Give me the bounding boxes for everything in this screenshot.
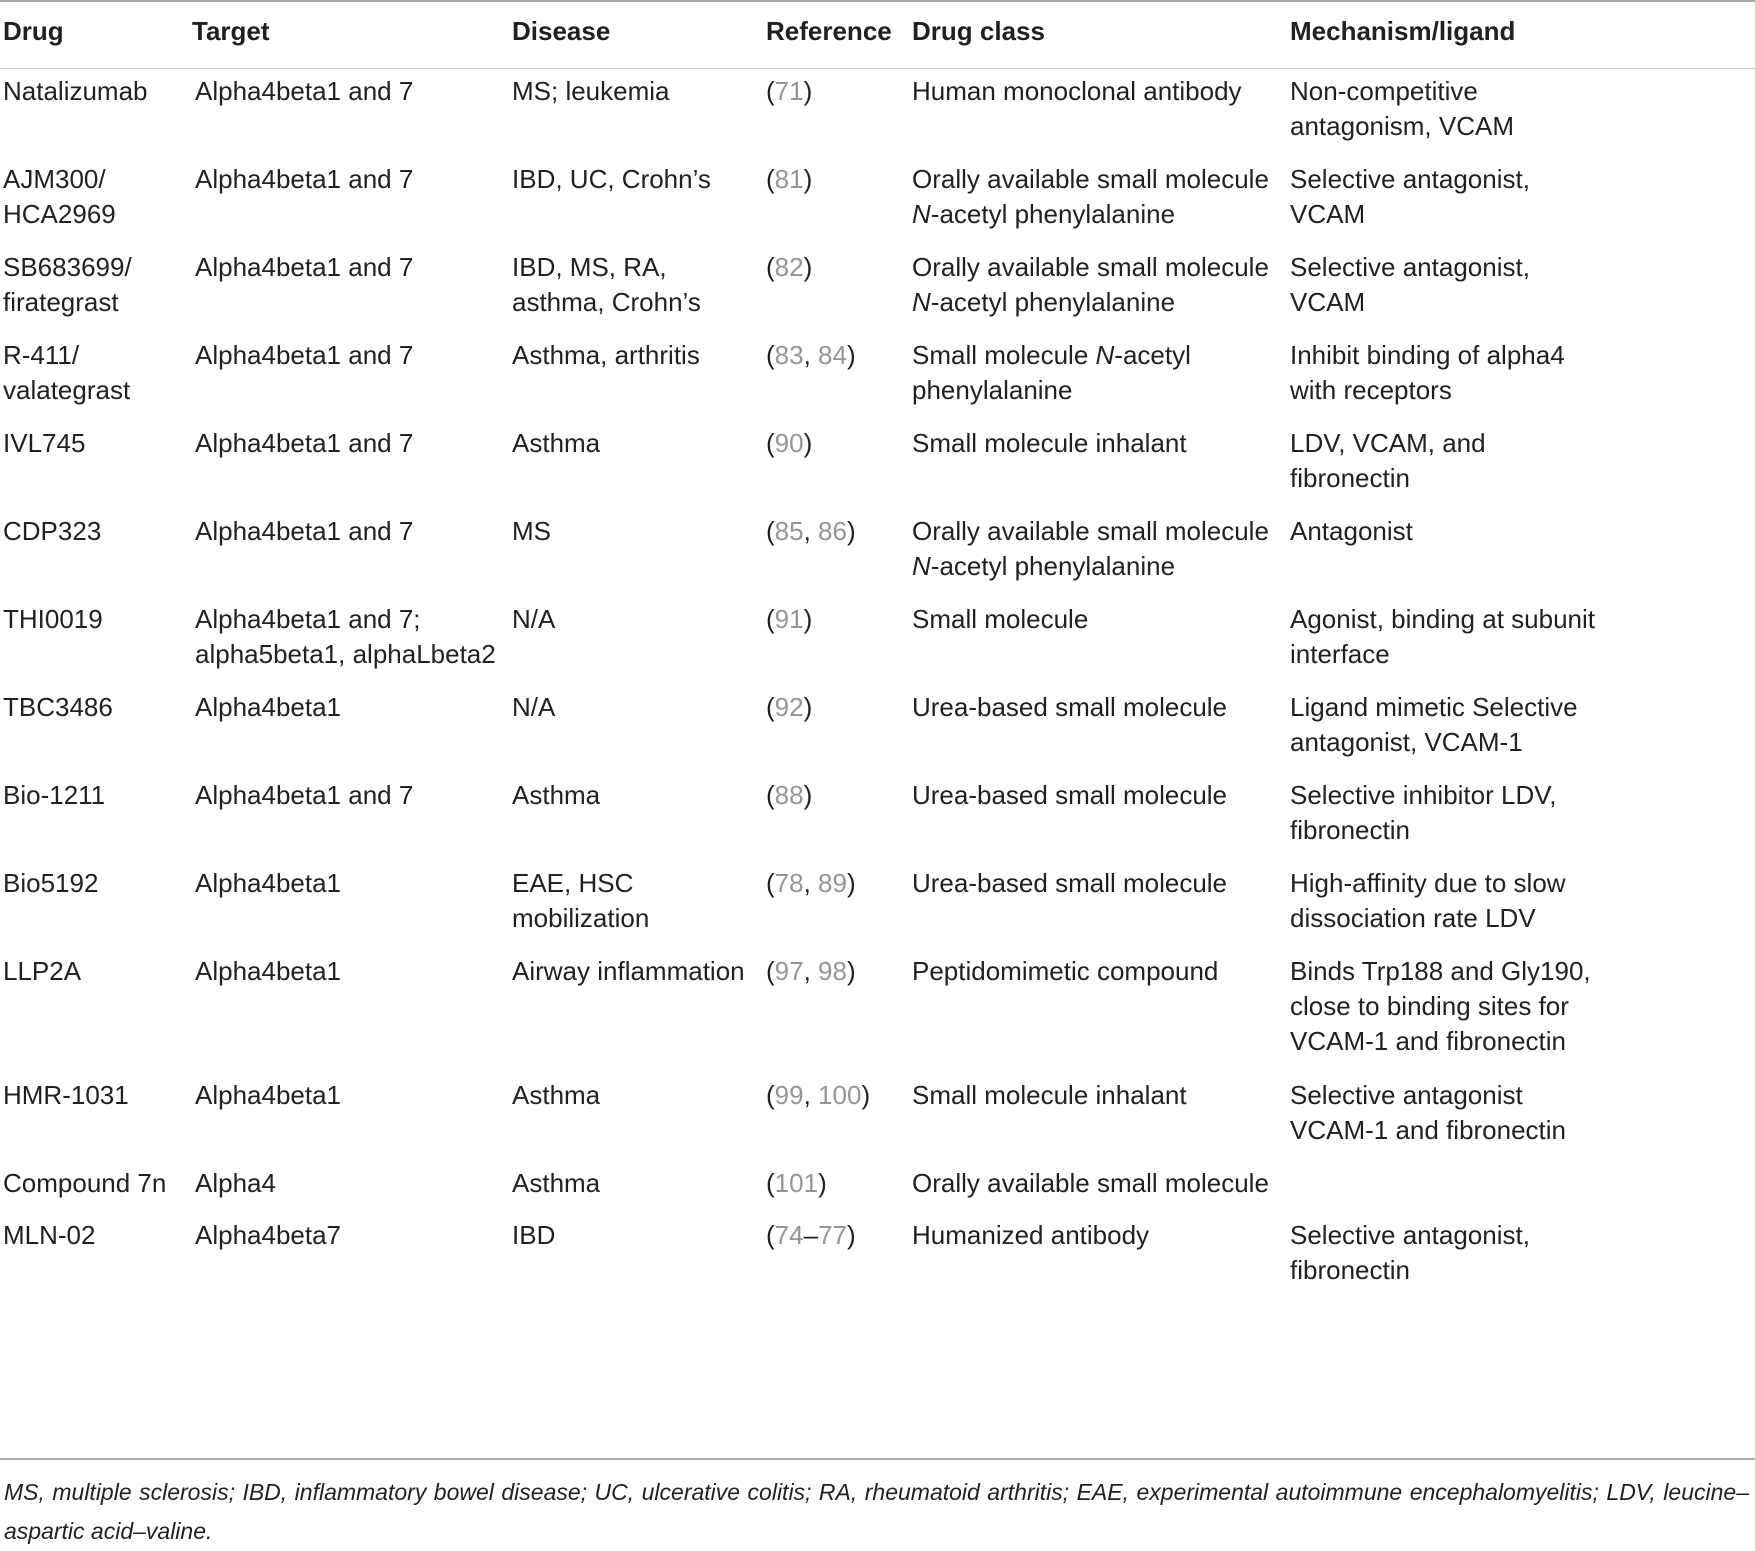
- disease-cell: MS; leukemia: [512, 76, 670, 106]
- drug-class-cell: N-acetyl phenylalanine: [912, 551, 1176, 581]
- reference-link[interactable]: 89: [818, 868, 847, 898]
- reference-link[interactable]: 100: [818, 1080, 862, 1110]
- disease-cell: asthma, Crohn’s: [512, 287, 701, 317]
- mechanism-cell: Selective inhibitor LDV,: [1290, 780, 1557, 810]
- drug-class-cell: Small molecule inhalant: [912, 428, 1187, 458]
- mechanism-cell: dissociation rate LDV: [1290, 903, 1536, 933]
- mechanism-cell: fibronectin: [1290, 1255, 1410, 1285]
- disease-cell: Asthma: [512, 1168, 601, 1198]
- drug-class-cell: Small molecule N-acetyl: [912, 340, 1191, 370]
- header-target: Target: [192, 16, 270, 46]
- reference-cell: (81): [766, 164, 813, 194]
- drug-cell: HCA2969: [3, 199, 116, 229]
- reference-link[interactable]: 99: [774, 1080, 804, 1110]
- target-cell: Alpha4beta1: [195, 956, 342, 986]
- disease-cell: IBD, UC, Crohn’s: [512, 164, 711, 194]
- disease-cell: Asthma: [512, 1080, 601, 1110]
- reference-cell: (97, 98): [766, 956, 856, 986]
- mechanism-cell: Binds Trp188 and Gly190,: [1290, 956, 1591, 986]
- mechanism-cell: with receptors: [1290, 375, 1452, 405]
- target-cell: Alpha4beta1 and 7: [195, 76, 414, 106]
- drug-cell: MLN-02: [3, 1220, 96, 1250]
- drug-class-cell: Urea-based small molecule: [912, 780, 1228, 810]
- mechanism-cell: antagonism, VCAM: [1290, 111, 1514, 141]
- mechanism-cell: interface: [1290, 639, 1390, 669]
- disease-cell: Asthma, arthritis: [512, 340, 700, 370]
- drug-class-cell: Peptidomimetic compound: [912, 956, 1219, 986]
- reference-cell: (99, 100): [766, 1080, 871, 1110]
- drug-cell: THI0019: [3, 604, 103, 634]
- mechanism-cell: Selective antagonist: [1290, 1080, 1523, 1110]
- reference-link[interactable]: 101: [774, 1168, 819, 1198]
- mechanism-cell: VCAM: [1290, 287, 1366, 317]
- header-disease: Disease: [512, 16, 611, 46]
- mechanism-cell: Inhibit binding of alpha4: [1290, 340, 1565, 370]
- disease-cell: IBD: [512, 1220, 556, 1250]
- target-cell: Alpha4beta1: [195, 868, 342, 898]
- mechanism-cell: Non-competitive: [1290, 76, 1478, 106]
- table-bottom-rule: [0, 1458, 1755, 1460]
- mechanism-cell: fibronectin: [1290, 463, 1410, 493]
- drug-cell: SB683699/: [3, 252, 132, 282]
- reference-cell: (78, 89): [766, 868, 856, 898]
- drug-cell: Compound 7n: [3, 1168, 167, 1198]
- drug-class-cell: phenylalanine: [912, 375, 1073, 405]
- mechanism-cell: close to binding sites for: [1290, 991, 1569, 1021]
- drug-cell: IVL745: [3, 428, 86, 458]
- drug-cell: AJM300/: [3, 164, 106, 194]
- disease-cell: N/A: [512, 604, 556, 634]
- mechanism-cell: Agonist, binding at subunit: [1290, 604, 1595, 634]
- drug-cell: CDP323: [3, 516, 102, 546]
- mechanism-cell: Selective antagonist,: [1290, 252, 1530, 282]
- header-mechanism: Mechanism/ligand: [1290, 16, 1516, 46]
- reference-cell: (85, 86): [766, 516, 856, 546]
- mechanism-cell: Antagonist: [1290, 516, 1413, 546]
- target-cell: Alpha4beta1: [195, 1080, 342, 1110]
- reference-cell: (71): [766, 76, 813, 106]
- mechanism-cell: antagonist, VCAM-1: [1290, 727, 1523, 757]
- drug-cell: Bio-1211: [3, 780, 106, 810]
- reference-link[interactable]: 84: [818, 340, 847, 370]
- target-cell: alpha5beta1, alphaLbeta2: [195, 639, 496, 669]
- mechanism-cell: VCAM: [1290, 199, 1366, 229]
- reference-link[interactable]: 88: [774, 780, 804, 810]
- reference-cell: (101): [766, 1168, 827, 1198]
- target-cell: Alpha4beta1 and 7: [195, 780, 414, 810]
- reference-cell: (90): [766, 428, 813, 458]
- drug-class-cell: Small molecule inhalant: [912, 1080, 1187, 1110]
- reference-link[interactable]: 86: [818, 516, 847, 546]
- reference-link[interactable]: 77: [818, 1220, 847, 1250]
- target-cell: Alpha4beta1 and 7: [195, 340, 414, 370]
- drug-class-cell: Humanized antibody: [912, 1220, 1150, 1250]
- drug-class-cell: Urea-based small molecule: [912, 692, 1228, 722]
- header-reference: Reference: [766, 16, 892, 46]
- reference-cell: (74–77): [766, 1220, 856, 1250]
- target-cell: Alpha4beta1 and 7: [195, 428, 414, 458]
- reference-link[interactable]: 92: [774, 692, 804, 722]
- mechanism-cell: Selective antagonist,: [1290, 164, 1530, 194]
- reference-link[interactable]: 97: [774, 956, 804, 986]
- reference-cell: (83, 84): [766, 340, 856, 370]
- drug-class-cell: Small molecule: [912, 604, 1089, 634]
- drug-class-cell: N-acetyl phenylalanine: [912, 199, 1176, 229]
- disease-cell: MS: [512, 516, 551, 546]
- drug-cell: Natalizumab: [3, 76, 148, 106]
- disease-cell: EAE, HSC: [512, 868, 634, 898]
- reference-cell: (91): [766, 604, 813, 634]
- disease-cell: mobilization: [512, 903, 650, 933]
- disease-cell: IBD, MS, RA,: [512, 252, 667, 282]
- drug-class-cell: N-acetyl phenylalanine: [912, 287, 1176, 317]
- drug-class-cell: Orally available small molecule: [912, 516, 1269, 546]
- reference-link[interactable]: 81: [774, 164, 804, 194]
- target-cell: Alpha4beta1 and 7: [195, 516, 414, 546]
- reference-link[interactable]: 71: [774, 76, 804, 106]
- drug-class-cell: Orally available small molecule: [912, 252, 1269, 282]
- mechanism-cell: High-affinity due to slow: [1290, 868, 1566, 898]
- disease-cell: Asthma: [512, 780, 601, 810]
- table-top-rule: [0, 0, 1755, 2]
- reference-link[interactable]: 91: [774, 604, 804, 634]
- reference-link[interactable]: 78: [774, 868, 804, 898]
- header-rule: [0, 68, 1755, 69]
- mechanism-cell: LDV, VCAM, and: [1290, 428, 1486, 458]
- disease-cell: N/A: [512, 692, 556, 722]
- drug-cell: R-411/: [3, 340, 80, 370]
- reference-cell: (92): [766, 692, 813, 722]
- reference-link[interactable]: 82: [774, 252, 804, 282]
- mechanism-cell: Ligand mimetic Selective: [1290, 692, 1578, 722]
- mechanism-cell: fibronectin: [1290, 815, 1410, 845]
- mechanism-cell: VCAM-1 and fibronectin: [1290, 1026, 1567, 1056]
- reference-link[interactable]: 74: [774, 1220, 804, 1250]
- disease-cell: Asthma: [512, 428, 601, 458]
- reference-link[interactable]: 83: [774, 340, 804, 370]
- drug-class-cell: Urea-based small molecule: [912, 868, 1228, 898]
- header-drug: Drug: [3, 16, 64, 46]
- reference-cell: (82): [766, 252, 813, 282]
- drug-cell: LLP2A: [3, 956, 82, 986]
- mechanism-cell: VCAM-1 and fibronectin: [1290, 1115, 1567, 1145]
- drug-cell: firategrast: [3, 287, 119, 317]
- drug-cell: valategrast: [3, 375, 131, 405]
- reference-link[interactable]: 90: [774, 428, 804, 458]
- disease-cell: Airway inflammation: [512, 956, 745, 986]
- target-cell: Alpha4beta1 and 7: [195, 252, 414, 282]
- reference-link[interactable]: 98: [818, 956, 847, 986]
- table-footnote: MS, multiple sclerosis; IBD, inflammatory bowel disease; UC, ulcerative colitis; RA, rheumatoid arthritis; EAE, experimental autoimmune encephalomyelitis; LDV, leucine–aspartic acid–valine.: [4, 1479, 1749, 1544]
- target-cell: Alpha4beta7: [195, 1220, 342, 1250]
- drug-class-cell: Orally available small molecule: [912, 164, 1269, 194]
- drug-cell: Bio5192: [3, 868, 99, 898]
- header-drug-class: Drug class: [912, 16, 1045, 46]
- target-cell: Alpha4beta1 and 7: [195, 164, 414, 194]
- target-cell: Alpha4: [195, 1168, 276, 1198]
- drug-class-cell: Orally available small molecule: [912, 1168, 1269, 1198]
- target-cell: Alpha4beta1: [195, 692, 342, 722]
- mechanism-cell: Selective antagonist,: [1290, 1220, 1530, 1250]
- drug-cell: HMR-1031: [3, 1080, 129, 1110]
- drug-class-cell: Human monoclonal antibody: [912, 76, 1242, 106]
- drug-cell: TBC3486: [3, 692, 113, 722]
- reference-link[interactable]: 85: [774, 516, 804, 546]
- target-cell: Alpha4beta1 and 7;: [195, 604, 421, 634]
- reference-cell: (88): [766, 780, 813, 810]
